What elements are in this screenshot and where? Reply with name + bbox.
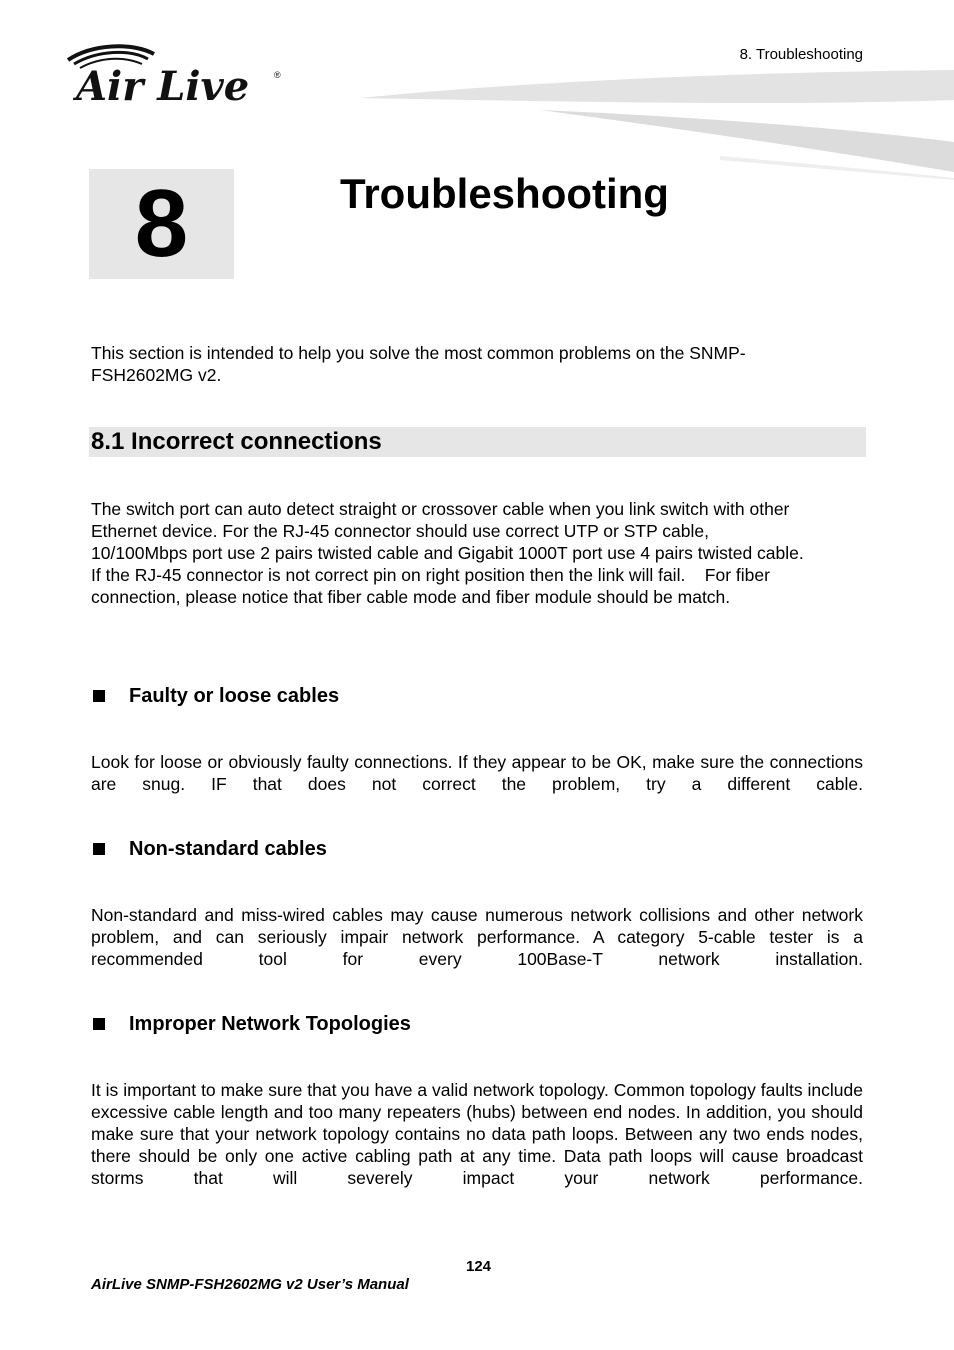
bullet-heading-text: Improper Network Topologies: [129, 1013, 411, 1035]
square-bullet-icon: [93, 1018, 105, 1030]
header-swoosh-graphic: [340, 60, 954, 180]
airlive-logo: [62, 40, 292, 110]
section-heading-bar: [89, 427, 866, 457]
intro-paragraph: This section is intended to help you solve the most common problems on the SNMP-FSH2602MG v2.: [91, 343, 746, 385]
section-line: If the RJ-45 connector is not correct pin on right position then the link will fail. For fiber: [91, 565, 770, 585]
running-header-section: 8. Troubleshooting: [739, 46, 863, 63]
bullet-heading-text: Faulty or loose cables: [129, 685, 340, 707]
square-bullet-icon: [93, 843, 105, 855]
footer-manual-title: AirLive SNMP-FSH2602MG v2 User’s Manual: [91, 1276, 409, 1293]
page-number: 124: [466, 1258, 492, 1275]
section-line: connection, please notice that fiber cable mode and fiber module should be match.: [91, 587, 731, 607]
bullet-heading-text: Non-standard cables: [129, 838, 327, 860]
bullet-paragraph: Look for loose or obviously faulty connections. If they appear to be OK, make sure the connections are snug. IF that does not correct the problem, try a different cable.: [91, 752, 863, 794]
section-line: 10/100Mbps port use 2 pairs twisted cable and Gigabit 1000T port use 4 pairs twisted cable.: [91, 543, 804, 563]
section-paragraph: [91, 498, 804, 608]
section-line: Ethernet device. For the RJ-45 connector should use correct UTP or STP cable,: [91, 521, 709, 541]
svg-text:®: ®: [274, 70, 281, 80]
section-line: The switch port can auto detect straight or crossover cable when you link switch with other: [91, 499, 790, 519]
svg-text:Air Live: Air Live: [76, 63, 250, 110]
chapter-number-box: [89, 169, 234, 279]
chapter-number: 8: [134, 170, 189, 277]
bullet-paragraph: It is important to make sure that you have a valid network topology. Common topology faults include excessive cable length and too many repeaters (hubs) between end nodes. In addition, you should make sure that your network topology contains no data path loops. Between any two ends nodes, there should be only one active cabling path at any time. Data path loops will cause broadcast storms that will severely impact your network performance.: [91, 1080, 863, 1188]
chapter-title: Troubleshooting: [340, 170, 669, 217]
section-title: 8.1 Incorrect connections: [91, 428, 382, 455]
square-bullet-icon: [93, 690, 105, 702]
bullet-paragraph: Non-standard and miss-wired cables may cause numerous network collisions and other network problem, and can seriously impair network performance. A category 5-cable tester is a recommended tool for every 100Base-T network installation.: [91, 905, 863, 969]
